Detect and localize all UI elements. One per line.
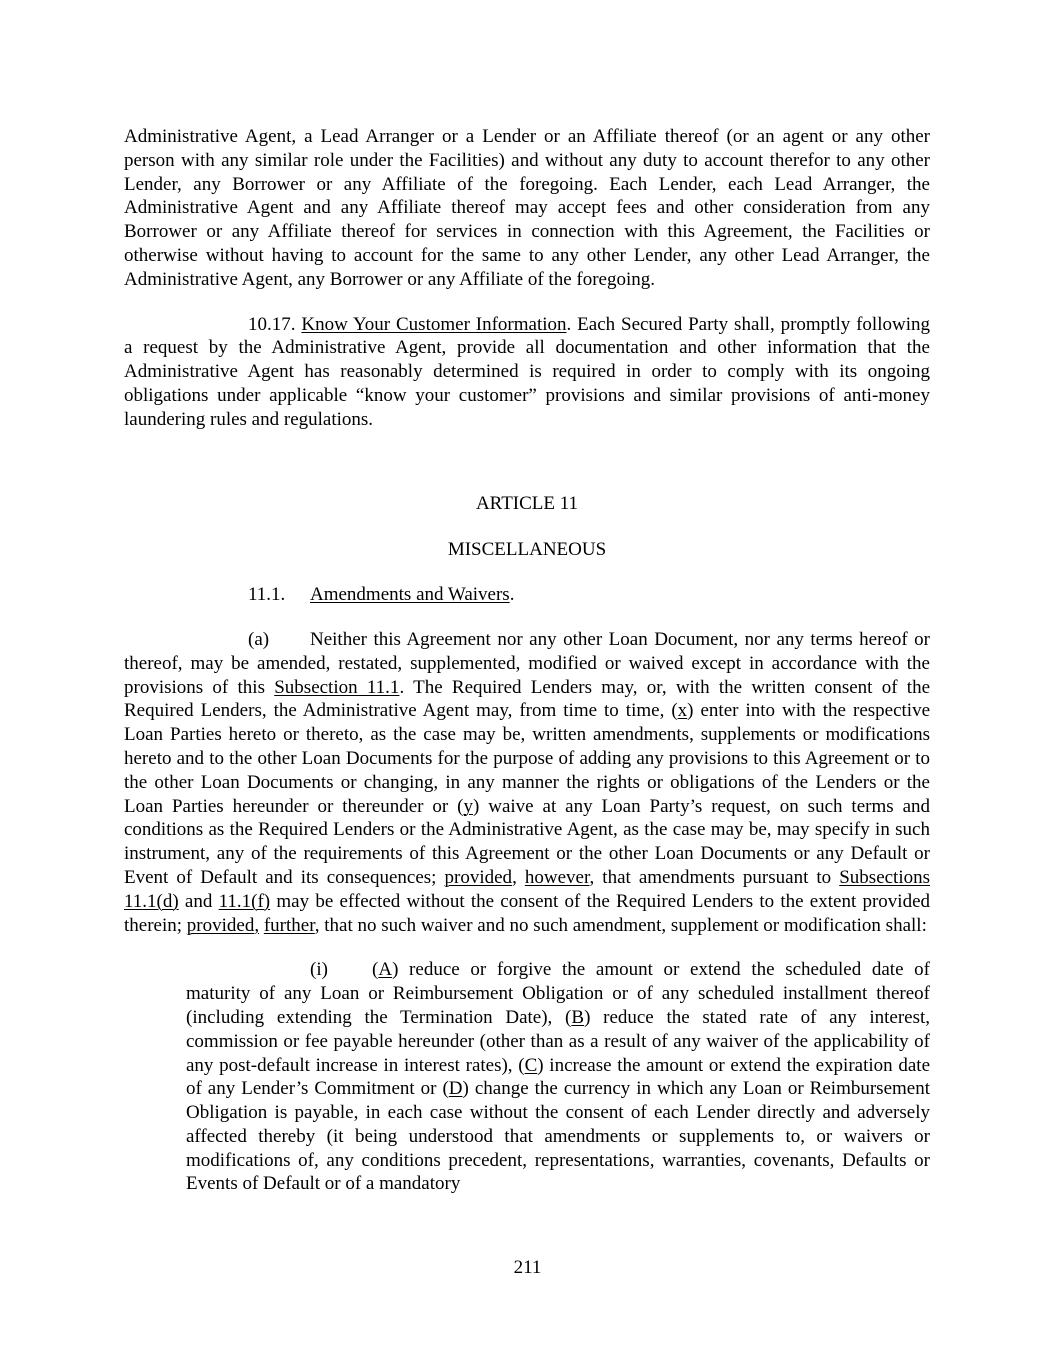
clause-i-paragraph <box>186 958 930 1196</box>
emphasis-term: provided, <box>186 914 260 936</box>
emphasis-term: provided <box>444 866 513 888</box>
continuation-paragraph: Administrative Agent, a Lead Arranger or a Lender or an Affiliate thereof (or an agent or any other person with any similar role under the Facilities) and without any duty to account therefor to any other Lender, any Borrower or any Affiliate of the foregoing. Each Lender, each Lead Arranger, the Administrative Agent and any Affiliate thereof may accept fees and other consideration from any Borrower or any Affiliate thereof for services in connection with this Agreement, the Facilities or otherwise without having to account for the same to any other Lender, any other Lead Arranger, the Administrative Agent, any Borrower or any Affiliate of the foregoing. <box>124 126 930 290</box>
text-run: ) reduce or forgive the amount or extend the scheduled date of maturity of any Loan or Reimbursement Obligation or of any scheduled installment thereof (including extending the Termination Date), ( <box>186 959 930 1028</box>
text-run: , that amendments pursuant to <box>589 866 840 888</box>
text-run: ) reduce the stated rate of any interest, commission or fee payable hereunder (other than as a result of any waiver of the applicability of any post-default increase in interest rates), ( <box>186 1006 931 1076</box>
text-run: , <box>512 866 525 888</box>
enumerator: A <box>378 959 393 981</box>
section-11-1-heading <box>124 583 930 607</box>
text-run: Neither this Agreement nor any other Loan Document, nor any terms hereof or thereof, may be amended, restated, supplemented, modified or waived except in accordance with the provisions of this <box>124 628 930 698</box>
article-title: MISCELLANEOUS <box>447 539 607 561</box>
section-body: . Each Secured Party shall, promptly following a request by the Administrative Agent, provide all documentation and other information that the Administrative Agent has reasonably determined is required in order to comply with its ongoing obligations under applicable “know your customer” provisions and similar provisions of anti-money laundering rules and regulations. <box>124 313 930 430</box>
section-number: 10.17. <box>248 313 296 335</box>
enumerator: y <box>463 795 473 817</box>
cross-reference: Subsections 11.1(d) <box>124 866 931 912</box>
section-number: 11.1. <box>248 584 286 606</box>
section-title: Know Your Customer Information <box>301 313 567 335</box>
enumerator: x <box>677 700 688 722</box>
enumerator: D <box>448 1078 463 1100</box>
text-run: may be effected without the consent of the Required Lenders to the extent provided therein; <box>124 890 931 936</box>
subsection-label: (a) <box>248 628 270 650</box>
text-run: , that no such waiver and no such amendment, supplement or modification shall: <box>314 914 927 936</box>
subsection-a-paragraph <box>124 628 930 937</box>
document-page <box>124 125 930 1196</box>
emphasis-term: however <box>524 866 590 888</box>
article-heading: ARTICLE 11 <box>475 492 579 514</box>
enumerator: B <box>571 1006 585 1028</box>
section-title: Amendments and Waivers <box>310 584 510 606</box>
cross-reference: 11.1(f) <box>218 890 271 912</box>
text-run: ) waive at any Loan Party’s request, on such terms and conditions as the Required Lenders or the Administrative Agent, as the case may be, may specify in such instrument, any of the requirements of this Agreement or the other Loan Documents or any Default or Event of Default and its consequences; <box>124 795 930 888</box>
emphasis-term: further <box>263 914 315 936</box>
section-title-suffix: . <box>509 584 515 606</box>
section-10-17-paragraph <box>124 313 930 432</box>
text-run: ) change the currency in which any Loan or Reimbursement Obligation is payable, in each case without the consent of each Lender directly and adversely affected thereby (it being understood that amendments or supplements to, or waivers or modifications of, any conditions precedent, representations, warranties, covenants, Defaults or Events of Default or of a mandatory <box>186 1078 930 1195</box>
cross-reference: Subsection 11.1 <box>274 676 400 698</box>
text-run: . The Required Lenders may, or, with the written consent of the Required Lenders, the Administrative Agent may, from time to time, ( <box>124 676 931 722</box>
text-run: ) increase the amount or extend the expiration date of any Lender’s Commitment or ( <box>186 1054 931 1100</box>
text-run: and <box>178 890 219 912</box>
clause-label: (i) <box>310 959 328 981</box>
enumerator: C <box>524 1054 538 1076</box>
text-run: ) enter into with the respective Loan Parties hereto or thereto, as the case may be, written amendments, supplements or modifications hereto and to the other Loan Documents for the purpose of adding any provisions to this Agreement or to the other Loan Documents or changing, in any manner the rights or obligations of the Lenders or the Loan Parties hereunder or thereunder or ( <box>124 700 930 817</box>
page-number: 211 <box>513 1257 542 1278</box>
text-run: ( <box>372 959 379 981</box>
